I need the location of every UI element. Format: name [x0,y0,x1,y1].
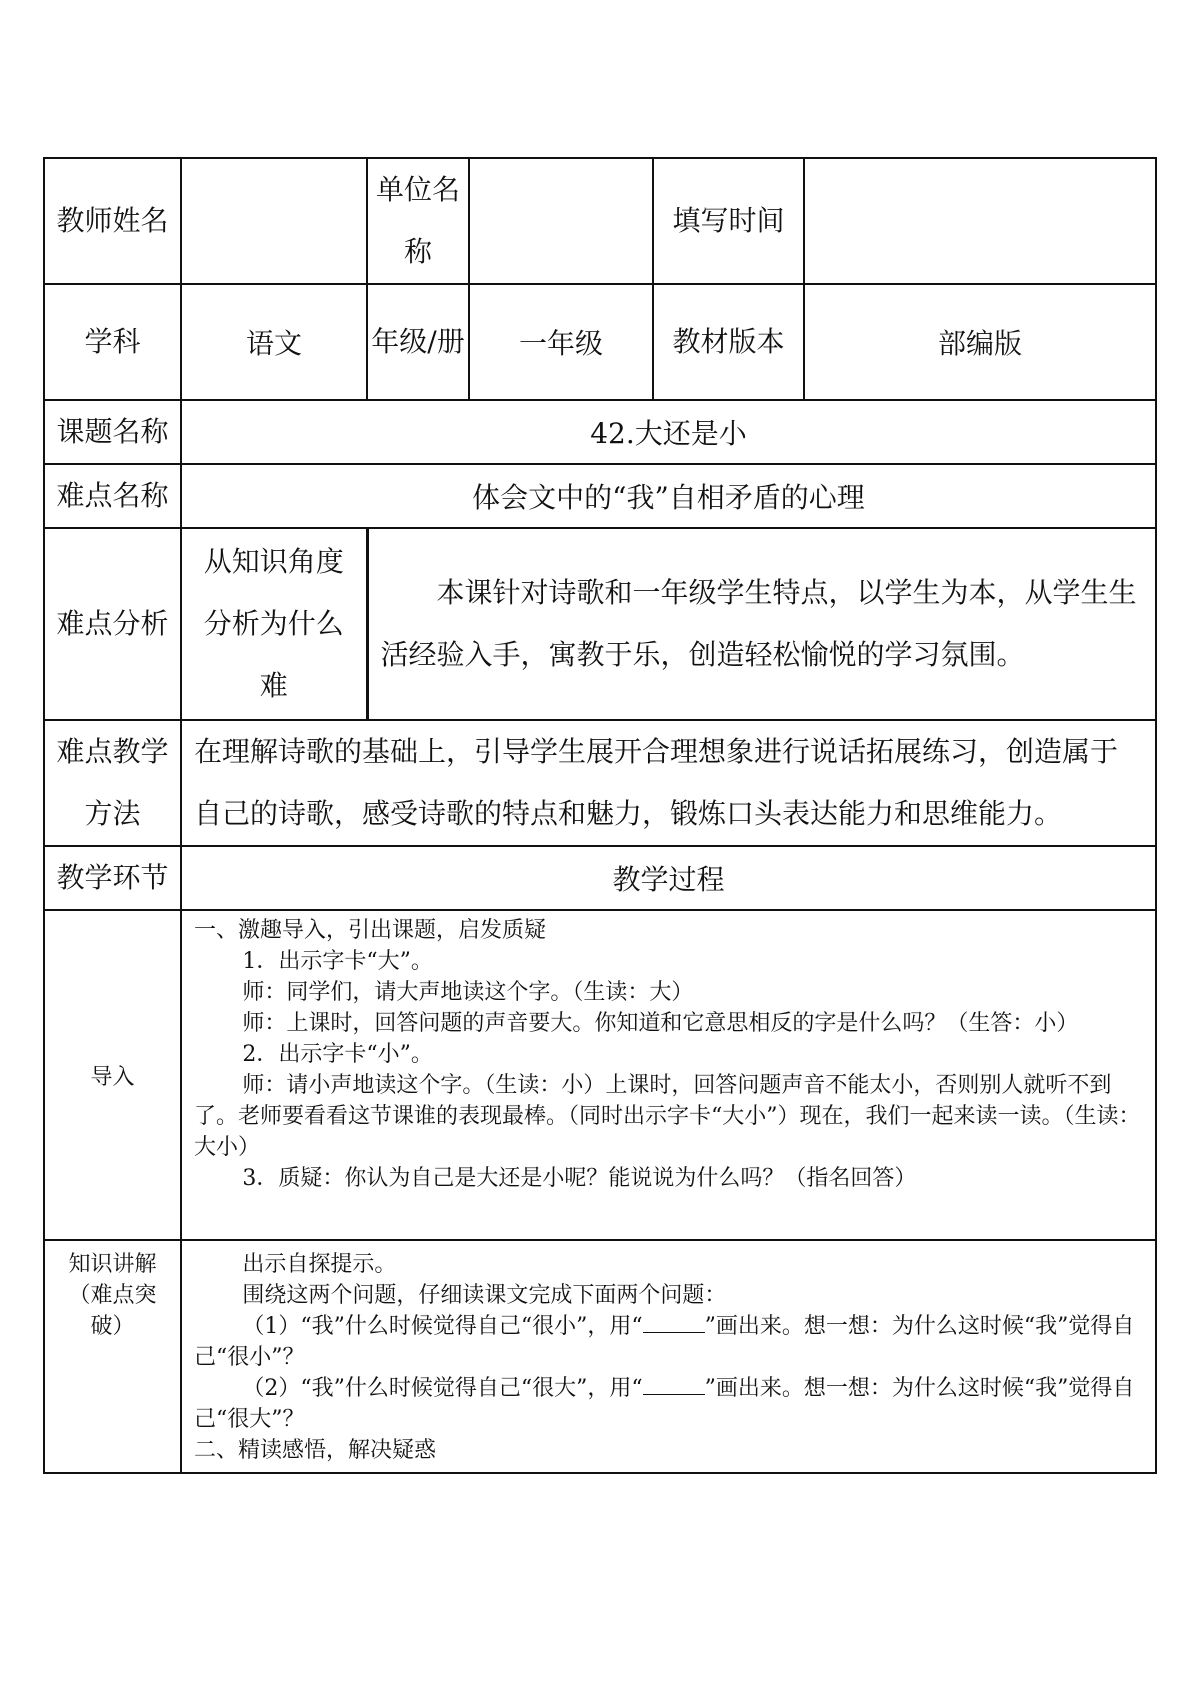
analysis-text: 本课针对诗歌和一年级学生特点，以学生为本，从学生生活经验入手，寓教于乐，创造轻松愉悦的学习氛围。 [367,528,1156,720]
subject-value: 语文 [181,284,367,400]
topic-value: 42.大还是小 [181,400,1156,464]
question-2-start: （2）“我”什么时候觉得自己“很大”，用“ [242,1376,643,1401]
fill-date-value [804,158,1156,284]
intro-line: 一、激趣导入，引出课题，启发质疑 [194,918,547,943]
knowledge-content [181,1240,1156,1473]
knowledge-line: 出示自探提示。 [242,1252,397,1277]
topic-label: 课题名称 [44,400,181,464]
intro-line: 师：同学们，请大声地读这个字。（生读：大） [242,980,694,1005]
method-label: 难点教学方法 [44,720,181,846]
edition-value: 部编版 [804,284,1156,400]
grade-label: 年级/册 [367,284,469,400]
intro-content [181,910,1156,1240]
fill-date-label: 填写时间 [653,158,804,284]
unit-name-value [469,158,653,284]
underline-blank [643,1312,705,1333]
analysis-label: 难点分析 [44,528,181,720]
intro-line: 1．出示字卡“大”。 [242,949,433,974]
question-1-start: （1）“我”什么时候觉得自己“很小”，用“ [242,1314,643,1339]
unit-name-label: 单位名称 [367,158,469,284]
knowledge-question [194,1373,1145,1435]
process-section-label: 教学环节 [44,846,181,910]
method-text: 在理解诗歌的基础上，引导学生展开合理想象进行说话拓展练习，创造属于自己的诗歌，感受诗歌的特点和魅力，锻炼口头表达能力和思维能力。 [181,720,1156,846]
intro-label: 导入 [44,910,181,1240]
process-section-title: 教学过程 [181,846,1156,910]
knowledge-line: 二、精读感悟，解决疑惑 [194,1438,437,1463]
intro-line: 2．出示字卡“小”。 [242,1042,433,1067]
difficulty-value: 体会文中的“我”自相矛盾的心理 [181,464,1156,528]
knowledge-line: 围绕这两个问题，仔细读课文完成下面两个问题： [242,1283,727,1308]
question-2-end: ”画出来。想一想：为什么这时候“我”觉得自己“很大”？ [194,1376,1135,1432]
knowledge-label: 知识讲解（难点突破） [44,1240,181,1473]
intro-line: 师：请小声地读这个字。（生读：小）上课时，回答问题声音不能太小，否则别人就听不到了。老师要看看这节课谁的表现最棒。（同时出示字卡“大小”）现在，我们一起来读一读。（生读：大小） [194,1073,1141,1160]
subject-label: 学科 [44,284,181,400]
edition-label: 教材版本 [653,284,804,400]
lesson-plan-table [43,157,1157,1474]
intro-line: 3．质疑：你认为自己是大还是小呢？能说说为什么吗？（指名回答） [242,1166,917,1191]
teacher-name-label: 教师姓名 [44,158,181,284]
intro-line: 师：上课时，回答问题的声音要大。你知道和它意思相反的字是什么吗？（生答：小） [242,1011,1079,1036]
knowledge-question [194,1311,1145,1373]
grade-value: 一年级 [469,284,653,400]
question-1-end: ”画出来。想一想：为什么这时候“我”觉得自己“很小”？ [194,1314,1135,1370]
difficulty-label: 难点名称 [44,464,181,528]
underline-blank [643,1374,705,1395]
analysis-sub-label: 从知识角度分析为什么难 [181,528,367,720]
teacher-name-value [181,158,367,284]
